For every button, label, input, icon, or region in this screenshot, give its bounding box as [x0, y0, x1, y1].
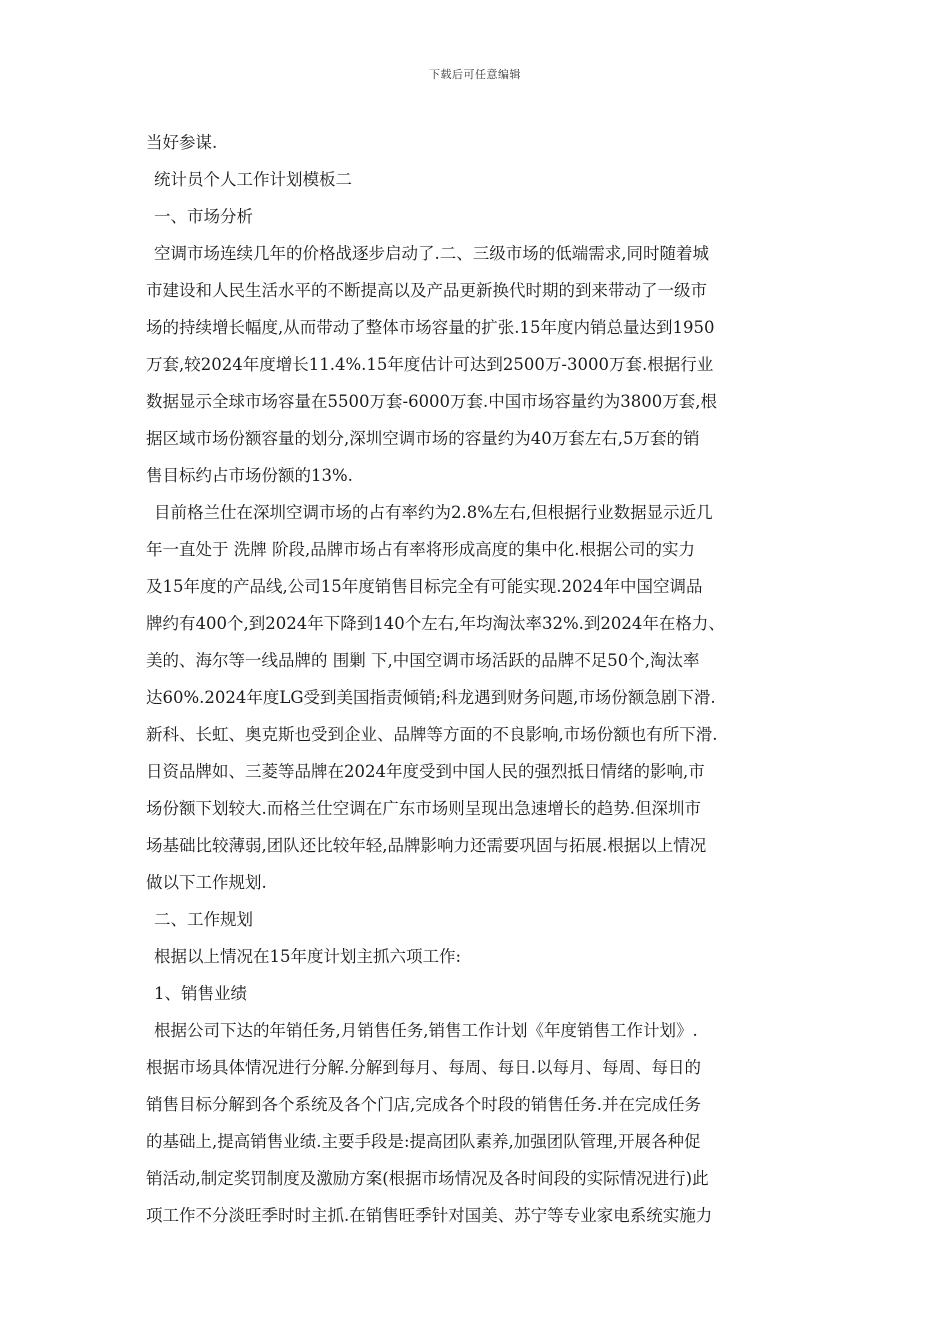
- text-line: 销售目标分解到各个系统及各个门店,完成各个时段的销售任务.并在完成任务: [146, 1095, 701, 1114]
- text-line: 根据以上情况在15年度计划主抓六项工作:: [154, 947, 462, 966]
- text-line: 新科、长虹、奥克斯也受到企业、品牌等方面的不良影响,市场份额也有所下滑.: [146, 725, 718, 744]
- text-line: 的基础上,提高销售业绩.主要手段是:提高团队素养,加强团队管理,开展各种促: [146, 1132, 701, 1151]
- text-line: 空调市场连续几年的价格战逐步启动了.二、三级市场的低端需求,同时随着城: [154, 244, 709, 263]
- text-line: 牌约有400个,到2024年下降到140个左右,年均淘汰率32%.到2024年在格力、: [146, 614, 725, 633]
- text-line: 万套,较2024年度增长11.4%.15年度估计可达到2500万-3000万套.根据行业: [146, 355, 714, 374]
- text-line: 售目标约占市场份额的13%.: [146, 466, 353, 485]
- text-line: 销活动,制定奖罚制度及激励方案(根据市场情况及各时间段的实际情况进行)此: [146, 1169, 709, 1188]
- subsection-heading-sales: 1、销售业绩: [154, 984, 247, 1003]
- text-line: 当好参谋.: [146, 133, 218, 152]
- text-line: 市建设和人民生活水平的不断提高以及产品更新换代时期的到来带动了一级市: [146, 281, 707, 300]
- section-heading-market-analysis: 一、市场分析: [154, 207, 253, 226]
- text-line: 及15年度的产品线,公司15年度销售目标完全有可能实现.2024年中国空调品: [146, 577, 703, 596]
- text-line: 根据市场具体情况进行分解.分解到每月、每周、每日.以每月、每周、每日的: [146, 1058, 701, 1077]
- text-line: 场的持续增长幅度,从而带动了整体市场容量的扩张.15年度内销总量达到1950: [146, 318, 715, 337]
- text-line: 项工作不分淡旺季时时主抓.在销售旺季针对国美、苏宁等专业家电系统实施力: [146, 1206, 713, 1225]
- page-header: 下载后可任意编辑: [429, 68, 521, 81]
- text-line: 场份额下划较大.而格兰仕空调在广东市场则呈现出急速增长的趋势.但深圳市: [146, 799, 701, 818]
- text-line: 做以下工作规划.: [146, 873, 267, 892]
- text-line: 根据公司下达的年销任务,月销售任务,销售工作计划《年度销售工作计划》.: [154, 1021, 698, 1040]
- document-title: 统计员个人工作计划模板二: [154, 170, 352, 189]
- text-line: 场基础比较薄弱,团队还比较年轻,品牌影响力还需要巩固与拓展.根据以上情况: [146, 836, 707, 855]
- document-body: [146, 124, 806, 1234]
- text-line: 达60%.2024年度LG受到美国指责倾销;科龙遇到财务问题,市场份额急剧下滑.: [146, 688, 716, 707]
- text-line: 据区域市场份额容量的划分,深圳空调市场的容量约为40万套左右,5万套的销: [146, 429, 700, 448]
- text-line: 目前格兰仕在深圳空调市场的占有率约为2.8%左右,但根据行业数据显示近几: [154, 503, 713, 522]
- text-line: 年一直处于 洗牌 阶段,品牌市场占有率将形成高度的集中化.根据公司的实力: [146, 540, 695, 559]
- text-line: 美的、海尔等一线品牌的 围剿 下,中国空调市场活跃的品牌不足50个,淘汰率: [146, 651, 700, 670]
- text-line: 日资品牌如、三菱等品牌在2024年度受到中国人民的强烈抵日情绪的影响,市: [146, 762, 705, 781]
- text-line: 数据显示全球市场容量在5500万套-6000万套.中国市场容量约为3800万套,根: [146, 392, 718, 411]
- section-heading-work-plan: 二、工作规划: [154, 910, 253, 929]
